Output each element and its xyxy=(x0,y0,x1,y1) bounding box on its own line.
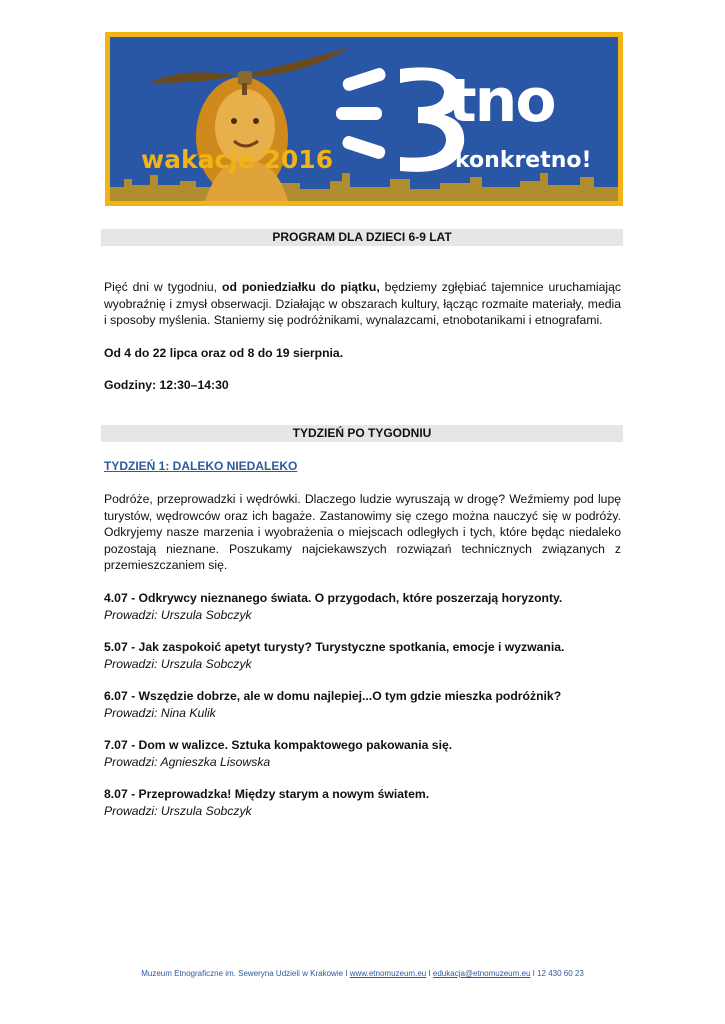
footer-phone: I 12 430 60 23 xyxy=(530,969,584,978)
footer-email-link[interactable]: edukacja@etnomuzeum.eu xyxy=(432,969,531,978)
session-leader: Prowadzi: Nina Kulik xyxy=(104,705,216,720)
session-title: 4.07 - Odkrywcy nieznanego świata. O przygodach, które poszerzają horyzonty. xyxy=(104,591,563,605)
session-item xyxy=(104,737,621,770)
week-1-description: Podróże, przeprowadzki i wędrówki. Dlaczego ludzie wyruszają w drogę? Weźmiemy pod lupę turystów, wędrowców oraz ich bagaże. Zastanowimy się czego można nauczyć się w podróży. Odkryjemy nasze marzenia i wyobrażenia o miejscach odległych i tych, które będąc niedaleko pozostają nieznane. Poszukamy najciekawszych rozwiązań technicznych związanych z przemieszczaniem się. xyxy=(104,492,621,572)
header-banner xyxy=(105,32,623,206)
week-1-title: TYDZIEŃ 1: DALEKO NIEDALEKO xyxy=(104,459,298,473)
dates-line: Od 4 do 22 lipca oraz od 8 do 19 sierpnia. xyxy=(104,346,344,360)
section-heading-program: PROGRAM DLA DZIECI 6-9 LAT xyxy=(101,229,623,246)
session-title: 6.07 - Wszędzie dobrze, ale w domu najlepiej...O tym gdzie mieszka podróżnik? xyxy=(104,689,562,703)
footer-website-link[interactable]: www.etnomuzeum.eu xyxy=(349,969,427,978)
page-footer xyxy=(0,968,725,979)
session-title: 5.07 - Jak zaspokoić apetyt turysty? Turystyczne spotkania, emocje i wyzwania. xyxy=(104,640,565,654)
banner-image xyxy=(110,37,618,201)
footer-org: Muzeum Etnograficzne im. Seweryna Udzieli w Krakowie I xyxy=(141,969,350,978)
intro-rest: będziemy zgłębiać tajemnice uruchamiając wyobraźnię i zmysł obserwacji. Działając w obszarach kultury, łącząc rozmaite materiały, media i sposoby myślenia. Staniemy się podróżnikami, wynalazcami, etnobotanikami i etnografami. xyxy=(104,280,622,327)
banner-year-text: wakacje 2016 xyxy=(141,145,334,174)
intro-paragraph xyxy=(104,279,621,329)
intro-bold: od poniedziałku do piątku, xyxy=(222,280,380,294)
session-item xyxy=(104,590,621,623)
hours-line: Godziny: 12:30–14:30 xyxy=(104,378,229,392)
session-item xyxy=(104,639,621,672)
session-title: 8.07 - Przeprowadzka! Między starym a nowym światem. xyxy=(104,787,430,801)
intro-lead: Pięć dni w tygodniu, xyxy=(104,280,223,294)
session-leader: Prowadzi: Urszula Sobczyk xyxy=(104,607,252,622)
session-item xyxy=(104,786,621,819)
session-leader: Prowadzi: Urszula Sobczyk xyxy=(104,803,252,818)
footer-separator: I xyxy=(426,969,433,978)
session-title: 7.07 - Dom w walizce. Sztuka kompaktowego pakowania się. xyxy=(104,738,453,752)
section-heading-weeks: TYDZIEŃ PO TYGODNIU xyxy=(101,425,623,442)
session-item xyxy=(104,688,621,721)
session-leader: Prowadzi: Agnieszka Lisowska xyxy=(104,754,271,769)
banner-logo-sub: konkretno! xyxy=(455,148,592,173)
banner-logo-main: tno xyxy=(448,66,555,136)
session-leader: Prowadzi: Urszula Sobczyk xyxy=(104,656,252,671)
